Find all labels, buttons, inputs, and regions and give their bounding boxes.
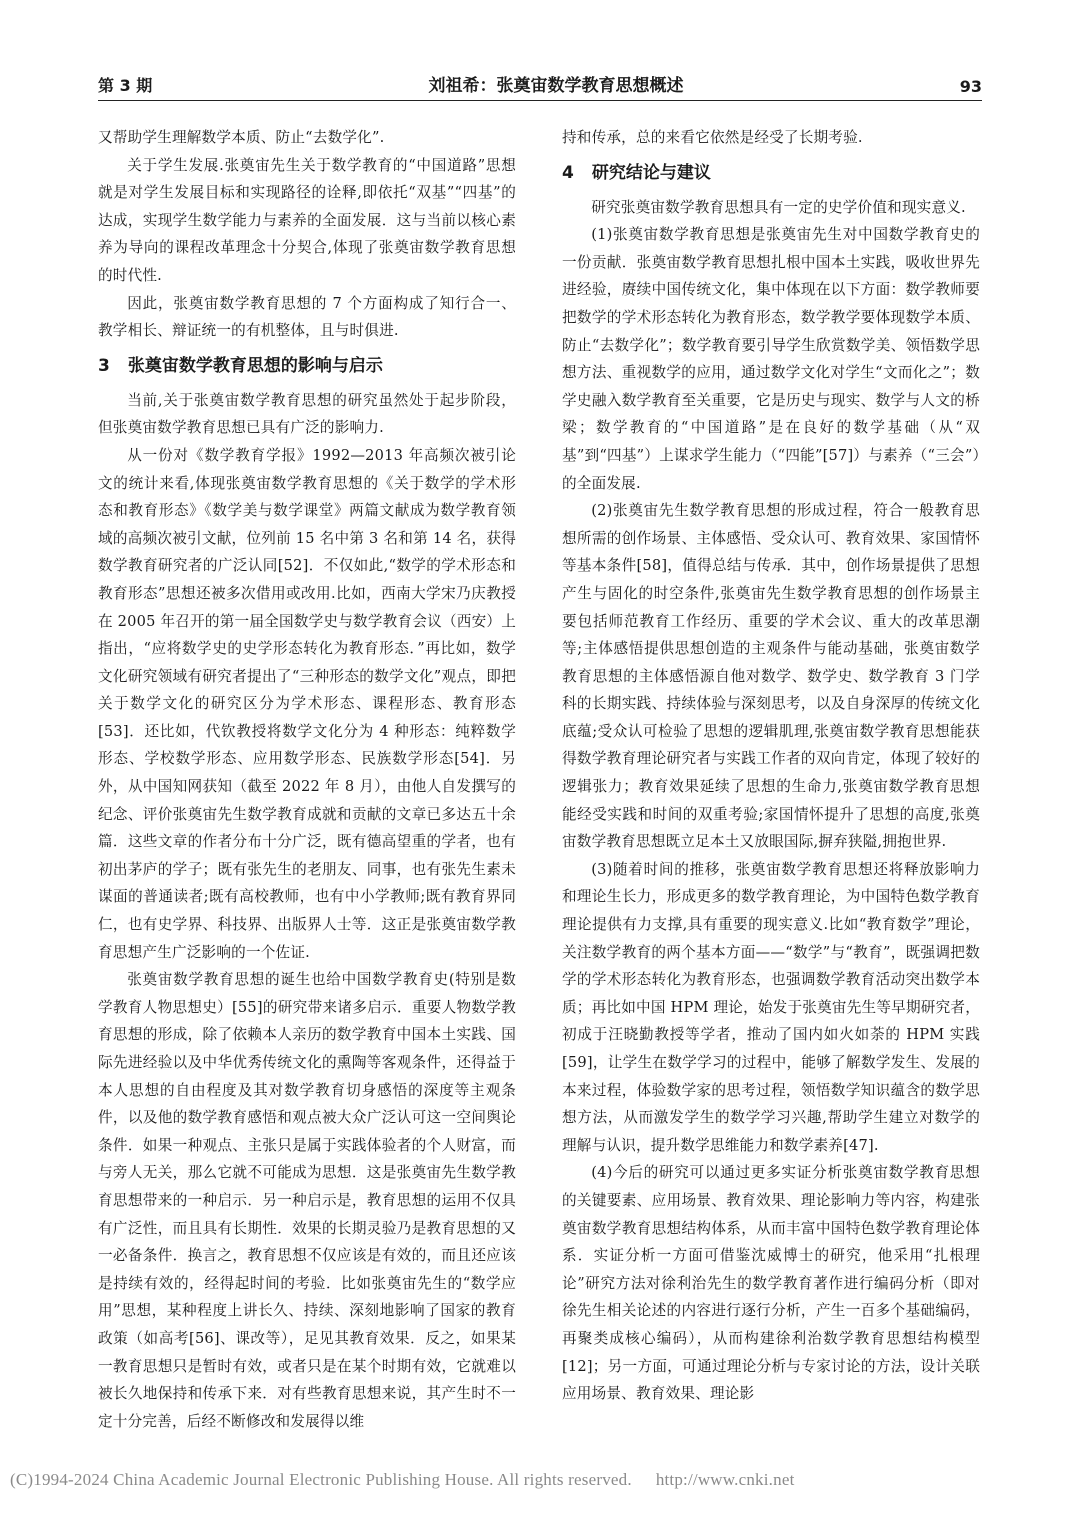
paragraph: (3)随着时间的推移，张奠宙数学教育思想还将释放影响力和理论生长力，形成更多的数学教育理论，为中国特色数学教育理论提供有力支撑,具有重要的现实意义.比如“教育数学”理论，关注数学教育的两个基本方面——“数学”与“教育”，既强调把数学的学术形态转化为教育形态，也强调数学教育活动突出数学本质；再比如中国 HPM 理论，始发于张奠宙先生等早期研究者，初成于汪晓勤教授等学者，推动了国内如火如荼的 HPM 实践[59]，让学生在数学学习的过程中，能够了解数学发生、发展的本来过程，体验数学家的思考过程，领悟数学知识蕴含的数学思想方法，从而激发学生的数学学习兴趣,帮助学生建立对数学的理解与认识，提升数学思维能力和数学素养[47]. xyxy=(562,860,980,1154)
paragraph: 研究张奠宙数学教育思想具有一定的史学价值和现实意义. xyxy=(591,198,966,216)
paragraph: 当前,关于张奠宙数学教育思想的研究虽然处于起步阶段，但张奠宙数学教育思想已具有广泛的影响力. xyxy=(98,391,516,437)
paragraph: 持和传承，总的来看它依然是经受了长期考验. xyxy=(562,129,863,146)
paragraph: 因此，张奠宙数学教育思想的 7 个方面构成了知行合一、教学相长、辩证统一的有机整体，且与时俱进. xyxy=(98,294,516,340)
section-title: 张奠宙数学教育思想的影响与启示 xyxy=(127,355,383,376)
paragraph: 又帮助学生理解数学本质、防止“去数学化”. xyxy=(98,129,385,146)
right-column xyxy=(562,124,980,1403)
cnki-link[interactable]: http://www.cnki.net xyxy=(655,1470,795,1489)
paragraph: (2)张奠宙先生数学教育思想的形成过程，符合一般教育思想所需的创作场景、主体感悟、受众认可、教育效果、家国情怀等基本条件[58]，值得总结与传承．其中，创作场景提供了思想产生与固化的时空条件,张奠宙先生数学教育思想的创作场景主要包括师范教育工作经历、重要的学术会议、重大的改革思潮等;主体感悟提供思想创造的主观条件与能动基础，张奠宙数学教育思想的主体感悟源自他对数学、数学史、数学教育 3 门学科的长期实践、持续体验与深刻思考，以及自身深厚的传统文化底蕴;受众认可检验了思想的逻辑肌理,张奠宙数学教育思想能获得数学教育理论研究者与实践工作者的双向肯定，体现了较好的逻辑张力；教育效果延续了思想的生命力,张奠宙数学教育思想能经受实践和时间的双重考验;家国情怀提升了思想的高度,张奠宙数学教育思想既立足本土又放眼国际,摒弃狭隘,拥抱世界. xyxy=(562,502,980,851)
running-title: 刘祖希：张奠宙数学教育思想概述 xyxy=(428,76,684,96)
paragraph: 张奠宙数学教育思想的诞生也给中国数学教育史(特别是数学教育人物思想史）[55]的研究带来诸多启示．重要人物数学教育思想的形成，除了依赖本人亲历的数学教育中国本土实践、国际先进经验以及中华优秀传统文化的熏陶等客观条件，还得益于本人思想的自由程度及其对数学教育切身感悟的深度等主观条件，以及他的数学教育感悟和观点被大众广泛认可这一空间舆论条件．如果一种观点、主张只是属于实践体验者的个人财富，而与旁人无关，那么它就不可能成为思想．这是张奠宙先生数学教育思想带来的一种启示．另一种启示是，教育思想的运用不仅具有广泛性，而且具有长期性．效果的长期灵验乃是教育思想的又一必备条件．换言之，教育思想不仅应该是有效的，而且还应该是持续有效的，经得起时间的考验．比如张奠宙先生的“数学应用”思想，某种程度上讲长久、持续、深刻地影响了国家的教育政策（如高考[56]、课改等），足见其教育效果．反之，如果某一教育思想只是暂时有效，或者只是在某个时期有效，它就难以被长久地保持和传承下来．对有些教育思想来说，其产生时不一定十分完善，后经不断修改和发展得以维 xyxy=(98,971,516,1430)
copyright-text: (C)1994-2024 China Academic Journal Electronic Publishing House. All rights reserved. xyxy=(10,1470,632,1489)
section-heading-4 xyxy=(562,156,980,190)
left-column xyxy=(98,124,516,1430)
section-number: 4 xyxy=(562,162,574,183)
copyright-footer xyxy=(10,1470,1070,1490)
page-number: 93 xyxy=(959,77,982,96)
paragraph: 关于学生发展.张奠宙先生关于数学教育的“中国道路”思想就是对学生发展目标和实现路径的诠释,即依托“双基”“四基”的达成，实现学生数学能力与素养的全面发展．这与当前以核心素养为导向的课程改革理念十分契合,体现了张奠宙数学教育思想的时代性. xyxy=(98,156,516,284)
paragraph: (4)今后的研究可以通过更多实证分析张奠宙数学教育思想的关键要素、应用场景、教育效果、理论影响力等内容，构建张奠宙数学教育思想结构体系，从而丰富中国特色数学教育理论体系．实证分析一方面可借鉴沈威博士的研究，他采用“扎根理论”研究方法对徐利治先生的数学教育著作进行编码分析（即对徐先生相关论述的内容进行逐行分析，产生一百多个基础编码，再聚类成核心编码），从而构建徐利治数学教育思想结构模型[12]；另一方面，可通过理论分析与专家讨论的方法，设计关联应用场景、教育效果、理论影 xyxy=(562,1164,980,1403)
paragraph: (1)张奠宙数学教育思想是张奠宙先生对中国数学教育史的一份贡献．张奠宙数学教育思想扎根中国本土实践，吸收世界先进经验，赓续中国传统文化，集中体现在以下方面：数学教师要把数学的学术形态转化为教育形态，数学教学要体现数学本质、防止“去数学化”；数学教育要引导学生欣赏数学美、领悟数学思想方法、重视数学的应用，通过数学文化对学生“文而化之”；数学史融入数学教育至关重要，它是历史与现实、数学与人文的桥梁；数学教育的“中国道路”是在良好的数学基础（从“双基”到“四基”）上谋求学生能力（“四能”[57]）与素养（“三会”）的全面发展. xyxy=(562,226,980,492)
section-heading-3 xyxy=(98,349,516,383)
section-title: 研究结论与建议 xyxy=(591,162,711,183)
running-header xyxy=(98,66,982,101)
paragraph: 从一份对《数学教育学报》1992—2013 年高频次被引论文的统计来看,体现张奠宙数学教育思想的《关于数学的学术形态和教育形态》《数学美与数学课堂》两篇文献成为数学教育领域的高频次被引文献，位列前 15 名中第 3 名和第 14 名，获得数学教育研究者的广泛认同[52]．不仅如此,“数学的学术形态和教育形态”思想还被多次借用或改用.比如，西南大学宋乃庆教授在 2005 年召开的第一届全国数学史与数学教育会议（西安）上指出，“应将数学史的史学形态转化为教育形态．”再比如，数学文化研究领域有研究者提出了“三种形态的数学文化”观点，即把关于数学文化的研究区分为学术形态、课程形态、教育形态[53]．还比如，代钦教授将数学文化分为 4 种形态：纯粹数学形态、学校数学形态、应用数学形态、民族数学形态[54]．另外，从中国知网获知（截至 2022 年 8 月），由他人自发撰写的纪念、评价张奠宙先生数学教育成就和贡献的文章已多达五十余篇．这些文章的作者分布十分广泛，既有德高望重的学者，也有初出茅庐的学子；既有张先生的老朋友、同事，也有张先生素未谋面的普通读者;既有高校教师，也有中小学教师;既有教育界同仁，也有史学界、科技界、出版界人士等．这正是张奠宙数学教育思想产生广泛影响的一个佐证. xyxy=(98,446,516,961)
section-number: 3 xyxy=(98,355,110,376)
issue-label: 第 3 期 xyxy=(98,76,153,95)
